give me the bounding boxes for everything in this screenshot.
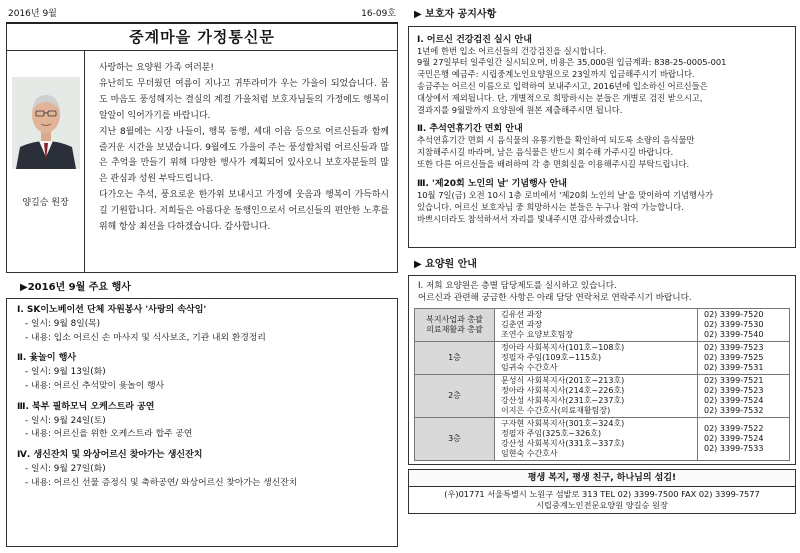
phone-number: 02) 3399-7530 bbox=[704, 319, 764, 329]
notice-line: 1년에 한번 입소 어르신들의 건강검진을 실시합니다. bbox=[417, 45, 607, 56]
footer-organization: 시립중계노인전문요양원 양길승 원장 bbox=[536, 500, 668, 511]
phone-cell bbox=[698, 341, 790, 374]
staff-table bbox=[414, 308, 790, 461]
portrait-illustration bbox=[12, 77, 80, 169]
phone-number: 02) 3399-7521 bbox=[704, 375, 764, 385]
event-item bbox=[17, 401, 389, 442]
event-item bbox=[17, 304, 389, 345]
staff-name: 이지은 수간호사(의료재활팀장) bbox=[501, 405, 611, 415]
greeting-paragraph: 유난히도 무더웠던 여름이 지나고 귀뚜라미가 우는 가을이 되었습니다. 몸도 마음도 풍성해지는 결실의 계절 가을처럼 보호자님들의 가정에도 행복이 알알이 익어가기를 바랍니다. bbox=[99, 79, 389, 121]
notice-item bbox=[417, 34, 787, 117]
notice-line: 추석연휴기간 면회 시 음식물의 유통기한을 확인하여 되도록 소량의 음식물만 bbox=[417, 135, 695, 146]
phone-number: 02) 3399-7520 bbox=[704, 309, 764, 319]
footer bbox=[408, 487, 796, 514]
left-column bbox=[6, 8, 398, 547]
event-content: - 내용: 입소 어르신 손 마사지 및 식사보조, 기관 내외 환경정리 bbox=[25, 332, 266, 343]
greeting-salutation: 사랑하는 요양원 가족 여러분! bbox=[99, 63, 214, 74]
staff-name: 문성식 사회복지사(201호~213호) bbox=[501, 375, 625, 385]
phone-number: 02) 3399-7524 bbox=[704, 395, 764, 405]
director-photo bbox=[12, 77, 80, 169]
notice-line: 국민은행 예금주: 시립중계노인요양원으로 23일까지 입금해주시기 바랍니다. bbox=[417, 69, 695, 80]
notice-title: Ⅱ. 추석연휴기간 면회 안내 bbox=[417, 124, 523, 135]
notice-item bbox=[417, 123, 787, 170]
event-content: - 내용: 어르신 추석맞이 윷놀이 행사 bbox=[25, 381, 165, 392]
event-content: - 내용: 어르신을 위한 오케스트라 합주 공연 bbox=[25, 429, 193, 440]
phone-number: 02) 3399-7532 bbox=[704, 405, 764, 415]
phone-number: 02) 3399-7522 bbox=[704, 423, 764, 433]
phone-number: 02) 3399-7533 bbox=[704, 443, 764, 453]
staff-name: 임귀숙 수간호사 bbox=[501, 362, 558, 372]
issue-date: 2016년 9월 bbox=[8, 9, 57, 19]
staff-name: 조연수 요양보호팀장 bbox=[501, 329, 574, 339]
notice-line: 10월 7일(금) 오전 10시 1층 로비에서 '제20회 노인의 날'을 맞이하여 기념행사가 bbox=[417, 189, 714, 200]
event-title: Ⅱ. 윷놀이 행사 bbox=[17, 353, 77, 364]
phone-number: 02) 3399-7524 bbox=[704, 433, 764, 443]
event-date: - 일시: 9월 24일(토) bbox=[25, 415, 106, 426]
phone-number: 02) 3399-7523 bbox=[704, 342, 764, 352]
notice-line: 대상에서 제외됩니다. 단, 개별적으로 희망하시는 분들은 개별로 검진 받으시고, bbox=[417, 92, 703, 103]
motto-banner: 평생 복지, 평생 친구, 하나님의 섬김! bbox=[408, 469, 796, 487]
events-heading: ▶2016년 9월 주요 행사 bbox=[20, 282, 131, 294]
floor-cell: 1층 bbox=[415, 341, 495, 374]
staff-name: 김유선 과장 bbox=[501, 309, 543, 319]
staff-names-cell bbox=[495, 341, 698, 374]
staff-table-row bbox=[415, 308, 790, 341]
staff-intro-line: 어르신과 관련해 궁금한 사항은 아래 담당 연락처로 연락주시기 바랍니다. bbox=[418, 293, 692, 304]
staff-name: 임현숙 수간호사 bbox=[501, 448, 558, 458]
phone-number: 02) 3399-7540 bbox=[704, 329, 764, 339]
issue-number: 16-09호 bbox=[361, 9, 396, 19]
newsletter-title: 중계마을 가정통신문 bbox=[6, 24, 398, 51]
notice-line: 또한 다른 어르신들을 배려하여 각 층 면회실을 이용해주시길 부탁드립니다. bbox=[417, 159, 690, 170]
floor-cell: 3층 bbox=[415, 417, 495, 460]
notice-line: 9월 27일부터 일주일간 실시되오며, 비용은 35,000원 입금계좌: 838-25-0005-001 bbox=[417, 57, 727, 68]
notice-title: Ⅲ. '제20회 노인의 날' 기념행사 안내 bbox=[417, 178, 567, 189]
phone-cell bbox=[698, 417, 790, 460]
staff-table-row bbox=[415, 341, 790, 374]
staff-table-row bbox=[415, 417, 790, 460]
masthead-row bbox=[6, 8, 398, 24]
staff-table-row bbox=[415, 374, 790, 417]
staff-section bbox=[408, 275, 796, 465]
notice-line: 바쁘시더라도 참석하셔서 자리를 빛내주시면 감사하겠습니다. bbox=[417, 213, 639, 224]
notice-line: 결과지를 9월말까지 요양원에 원본 제출해주시면 됩니다. bbox=[417, 104, 623, 115]
event-date: - 일시: 9월 27일(화) bbox=[25, 464, 106, 475]
greeting-text bbox=[85, 51, 397, 272]
notice-title: Ⅰ. 어르신 건강검진 실시 안내 bbox=[417, 34, 532, 45]
staff-name: 정아라 사회복지사(214호~226호) bbox=[501, 385, 625, 395]
phone-cell bbox=[698, 374, 790, 417]
staff-intro-line: Ⅰ. 저희 요양원은 층별 담당제도를 실시하고 있습니다. bbox=[418, 281, 617, 291]
event-title: Ⅲ. 북부 필하모닉 오케스트라 공연 bbox=[17, 401, 155, 412]
right-column bbox=[408, 8, 796, 514]
staff-name: 정아라 사회복지사(101호~108호) bbox=[501, 342, 625, 352]
staff-intro bbox=[418, 280, 790, 305]
notice-line: 있습니다. 어르신 보호자님 중 희망하시는 분들은 누구나 참여 가능합니다. bbox=[417, 201, 684, 212]
phone-number: 02) 3399-7525 bbox=[704, 352, 764, 362]
staff-name: 강산성 사회복지사(331호~337호) bbox=[501, 438, 625, 448]
event-content: - 내용: 어르신 선물 증정식 및 축하공연/ 와상어르신 찾아가는 생신잔치 bbox=[25, 477, 298, 488]
notice-line: 송금주는 어르신 이름으로 입력하여 보내주시고, 2016년에 입소하신 어르신들은 bbox=[417, 80, 708, 91]
staff-names-cell bbox=[495, 374, 698, 417]
event-title: Ⅳ. 생신잔치 및 와상어르신 찾아가는 생신잔치 bbox=[17, 450, 203, 461]
floor-cell: 2층 bbox=[415, 374, 495, 417]
phone-number: 02) 3399-7523 bbox=[704, 385, 764, 395]
event-date: - 일시: 9월 8일(목) bbox=[25, 319, 101, 330]
phone-number: 02) 3399-7531 bbox=[704, 362, 764, 372]
staff-names-cell bbox=[495, 308, 698, 341]
greeting-paragraph: 다가오는 추석, 풍요로운 한가위 보내시고 가정에 웃음과 행복이 가득하시길 기원합니다. 저희들은 아름다운 동행인으로서 어르신들의 편안한 노후를 위해 항상 최선을 다하겠습니다. 감사합니다. bbox=[99, 190, 389, 232]
footer-address: (우)01771 서울특별시 노원구 섬밭로 313 TEL 02) 3399-7500 FAX 02) 3399-7577 bbox=[444, 489, 760, 500]
staff-name: 구자현 사회복지사(301호~324호) bbox=[501, 418, 625, 428]
greeting-paragraph: 지난 8월에는 시장 나들이, 행복 동행, 세대 이음 등으로 어르신들과 함께 즐거운 시간을 보냈습니다. 9월에도 가을이 주는 풍성함처럼 어르신들과 많은 추억을 만들기 위해 다양한 행사가 계획되어 있사오니 보호자분들의 많은 관심과 성원 부탁드립니다. bbox=[99, 126, 389, 185]
event-title: Ⅰ. SK이노베이션 단체 자원봉사 '사랑의 속삭임' bbox=[17, 304, 207, 315]
event-date: - 일시: 9월 13일(화) bbox=[25, 367, 106, 378]
notice-item bbox=[417, 178, 787, 225]
notice-line: 지참해주시길 바라며, 남은 음식물은 반드시 회수해 가주시길 바랍니다. bbox=[417, 147, 674, 158]
greeting-section bbox=[6, 51, 398, 273]
events-section bbox=[6, 298, 398, 547]
staff-heading: ▶ 요양원 안내 bbox=[414, 258, 477, 270]
event-item bbox=[17, 449, 389, 490]
director-photo-cell bbox=[7, 51, 85, 272]
notices-section bbox=[408, 26, 796, 248]
staff-names-cell bbox=[495, 417, 698, 460]
phone-cell bbox=[698, 308, 790, 341]
floor-cell: 복지사업과 총괄 의료재활과 총괄 bbox=[415, 308, 495, 341]
staff-name: 정필자 주임(325호~326호) bbox=[501, 428, 602, 438]
notices-heading: ▶ 보호자 공지사항 bbox=[414, 9, 497, 20]
director-caption: 양길승 원장 bbox=[22, 198, 69, 209]
staff-name: 김춘연 과장 bbox=[501, 319, 543, 329]
staff-name: 강산성 사회복지사(231호~237호) bbox=[501, 395, 625, 405]
staff-name: 정필자 주임(109호~115호) bbox=[501, 352, 602, 362]
event-item bbox=[17, 352, 389, 393]
